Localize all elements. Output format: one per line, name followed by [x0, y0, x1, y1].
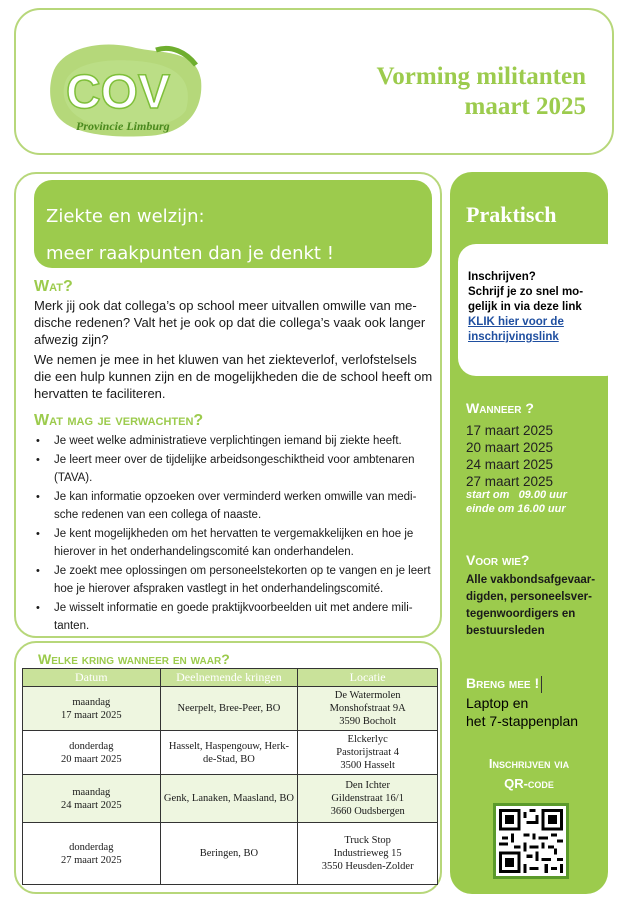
cell-locatie: De Watermolen Monshofstraat 9A 3590 Bocholt [298, 687, 438, 731]
title-line1: Ziekte en welzijn: [46, 206, 205, 227]
wat-text-2: We nemen je mee in het kluwen van het ziekteverlof, verlofstelsels die een hulp kunnen zijn en de mogelijkheden die de school heeft om hervatten te faciliteren. [34, 352, 433, 401]
list-item: • Je weet welke administratieve verplichtingen iemand bij ziekte heeft. [34, 432, 434, 450]
list-item: • Je zoekt mee oplossingen om personeelstekorten op te vangen en je leert hoe je hierover afspraken vastlegt in het onderhandelingscomité. [34, 562, 434, 598]
cell-datum: maandag 24 maart 2025 [23, 775, 161, 823]
cell-kringen: Genk, Lanaken, Maasland, BO [160, 775, 298, 823]
bullet-icon: • [36, 454, 40, 466]
cell-datum: maandag 17 maart 2025 [23, 687, 161, 731]
list-item: • Je kent mogelijkheden om het hervatten te vergemakkelijken en hoe je hierover in het onderhandelingscomité kan onderhandelen. [34, 525, 434, 561]
table-row [23, 823, 438, 885]
table-header-row [23, 669, 438, 687]
header-title-line2: maart 2025 [464, 93, 586, 120]
list-item: • Je leert meer over de tijdelijke arbeidsongeschiktheid voor ambtenaren (TAVA). [34, 451, 434, 487]
date-list [466, 422, 553, 490]
register-line2: Schrijf je zo snel mo-gelijk in via deze link [468, 286, 584, 313]
brengmee-heading: Breng mee ! [466, 675, 542, 693]
cell-datum: donderdag 20 maart 2025 [23, 731, 161, 775]
col-kringen: Deelnemende kringen [160, 669, 298, 687]
title-banner [34, 180, 432, 268]
logo-subtext: Provincie Limburg [76, 119, 170, 133]
col-datum: Datum [23, 669, 161, 687]
brengmee-line1: Laptop en [466, 695, 529, 711]
cov-logo [46, 40, 206, 140]
schedule-table [22, 668, 438, 885]
sidebar-title: Praktisch [466, 202, 557, 227]
schedule-heading: Welke kring wanneer en waar? [38, 651, 230, 667]
wat-text-1: Merk jij ook dat collega’s op school meer uitvallen omwille van me-dische redenen? Valt het je ook op dat die collega’s vaak ook langer afwezig zijn? [34, 298, 426, 347]
brengmee-line2: het 7-stappenplan [466, 713, 579, 729]
register-link[interactable]: KLIK hier voor de inschrijvingslink [468, 316, 564, 343]
qr-heading [450, 754, 608, 794]
bullet-icon: • [36, 565, 40, 577]
title-line2: meer raakpunten dan je denkt ! [46, 243, 334, 264]
register-line1: Inschrijven? [468, 271, 536, 283]
verwachten-heading: Wat mag je verwachten? [34, 412, 204, 429]
cell-locatie: Elckerlyc Pastorijstraat 4 3500 Hasselt [298, 731, 438, 775]
table-row [23, 775, 438, 823]
register-box [458, 244, 624, 376]
logo-text: COV [66, 66, 171, 119]
time-lines [466, 488, 567, 516]
table-row [23, 687, 438, 731]
cell-locatie: Truck Stop Industrieweg 15 3550 Heusden-Zolder [298, 823, 438, 885]
qr-line1: Inschrijven via [488, 756, 570, 771]
start-time: start om 09.00 uur [466, 489, 567, 501]
end-time: einde om 16.00 uur [466, 503, 566, 515]
date-item: 20 maart 2025 [466, 440, 554, 455]
header-title [377, 62, 587, 122]
voorwie-heading: Voor wie? [466, 552, 530, 568]
main-content-box [14, 172, 442, 638]
bullet-icon: • [36, 435, 40, 447]
wat-heading: Wat? [34, 278, 73, 295]
sidebar-praktisch [450, 172, 608, 894]
qr-line2: QR-code [504, 776, 554, 791]
cell-kringen: Hasselt, Haspengouw, Herk-de-Stad, BO [160, 731, 298, 775]
qr-code-icon [499, 809, 563, 873]
text-cursor [541, 676, 542, 693]
bullet-icon: • [36, 491, 40, 503]
cell-kringen: Neerpelt, Bree-Peer, BO [160, 687, 298, 731]
brengmee-text [466, 694, 578, 730]
date-item: 17 maart 2025 [466, 423, 554, 438]
cell-datum: donderdag 27 maart 2025 [23, 823, 161, 885]
list-item: • Je wisselt informatie en goede praktijkvoorbeelden uit met andere mili-tanten. [34, 599, 434, 635]
qr-code[interactable] [493, 803, 569, 879]
header-box [14, 8, 614, 155]
cell-kringen: Beringen, BO [160, 823, 298, 885]
date-item: 27 maart 2025 [466, 474, 554, 489]
schedule-box [14, 641, 442, 894]
bullet-icon: • [36, 528, 40, 540]
header-title-line1: Vorming militanten [376, 63, 586, 90]
cell-locatie: Den Ichter Gildenstraat 16/1 3660 Oudsbergen [298, 775, 438, 823]
expectations-list [34, 432, 434, 636]
voorwie-text: Alle vakbondsafgevaar-digden, personeelsver-tegenwoordigers en bestuursleden [466, 574, 596, 637]
list-item: • Je kan informatie opzoeken over verminderd werken omwille van medi-sche redenen van een collega of naaste. [34, 488, 434, 524]
bullet-icon: • [36, 602, 40, 614]
table-row [23, 731, 438, 775]
wanneer-heading: Wanneer ? [466, 400, 534, 416]
col-locatie: Locatie [298, 669, 438, 687]
date-item: 24 maart 2025 [466, 457, 554, 472]
